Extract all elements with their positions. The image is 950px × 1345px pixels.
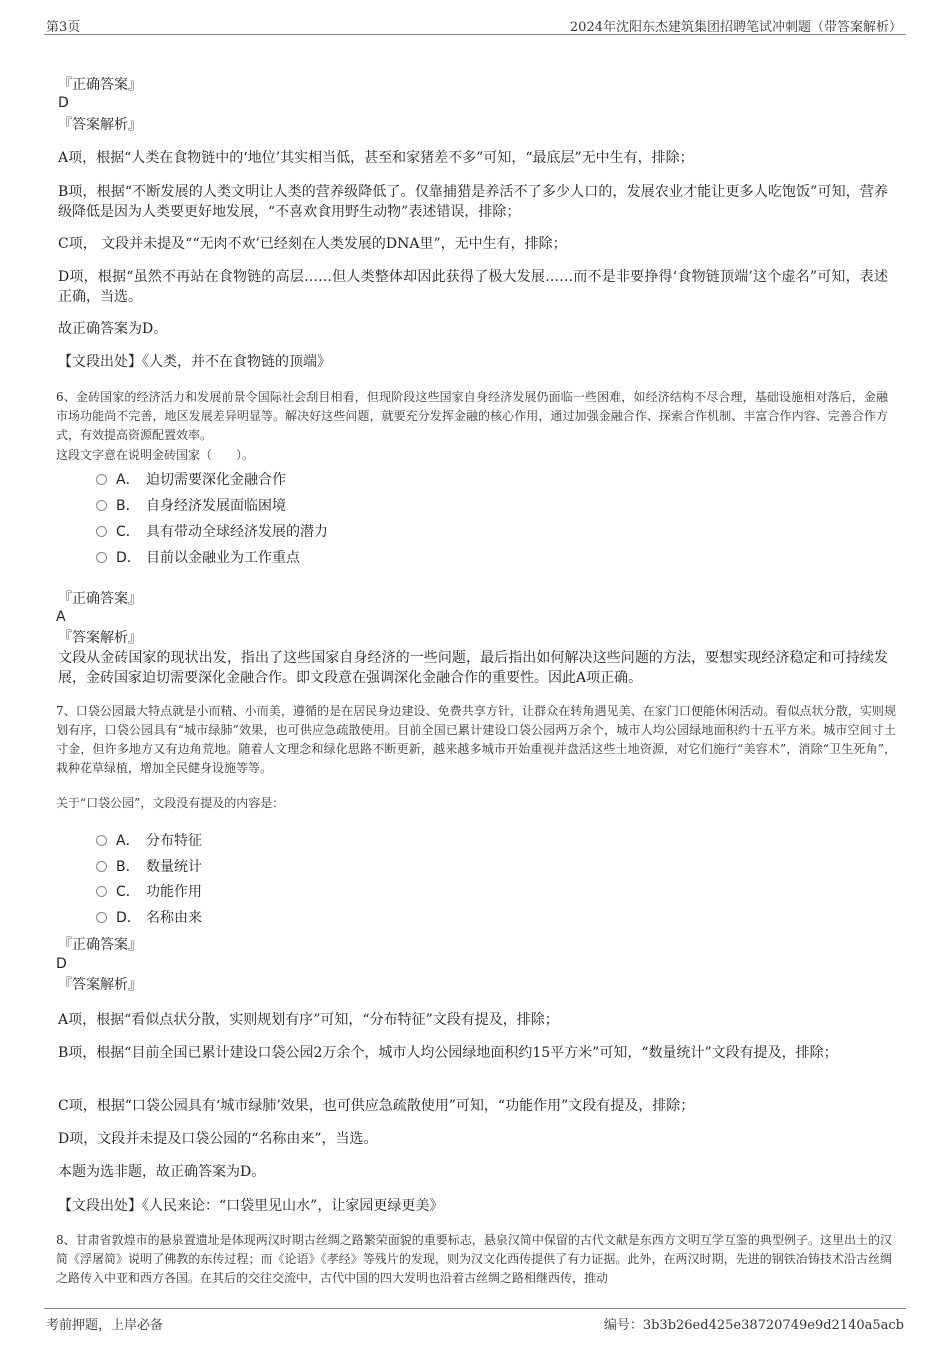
document-id: 编号：3b3b26ed425e38720749e9d2140a5acb (603, 1318, 904, 1333)
q6-option-d[interactable]: D． 目前以金融业为工作重点 (96, 548, 300, 568)
q7-analysis-a: A项，根据“看似点状分散，实则规划有序”可知，“分布特征”文段有提及，排除； (58, 1012, 559, 1028)
radio-icon[interactable] (96, 912, 107, 923)
q7-conclusion: 本题为选非题，故正确答案为D。 (58, 1164, 266, 1180)
q6-answer-label: 『正确答案』 (58, 591, 142, 607)
page-number: 第3页 (46, 20, 81, 35)
q7-option-c[interactable]: C． 功能作用 (96, 882, 202, 902)
q5-analysis-c: C项， 文段并未提及““无肉不欢’已经刻在人类发展的DNA里”，无中生有，排除； (58, 236, 567, 252)
radio-icon[interactable] (96, 886, 107, 897)
q5-analysis-b: B项，根据“不断发展的人类文明让人类的营养级降低了。仅靠捕猎是养活不了多少人口的，发展农业才能让更多人吃饱饭”可知，营养级降低是因为人类要更好地发展，“不喜欢食用野生动物”表述错误，排除； (58, 184, 888, 220)
radio-icon[interactable] (96, 500, 107, 511)
q6-option-a[interactable]: A． 迫切需要深化金融合作 (96, 470, 286, 490)
q7-source: 【文段出处】《人民来论：“口袋里见山水”，让家园更绿更美》 (58, 1198, 444, 1214)
q5-answer-label: 『正确答案』 (58, 77, 142, 93)
q7-analysis-label: 『答案解析』 (58, 977, 142, 993)
q6-option-c[interactable]: C． 具有带动全球经济发展的潜力 (96, 522, 328, 542)
q7-answer: D (56, 956, 67, 972)
q6-analysis-label: 『答案解析』 (58, 630, 142, 646)
q7-question: 关于“口袋公园”，文段没有提及的内容是： (56, 796, 285, 810)
q6-stem: 6、金砖国家的经济活力和发展前景令国际社会刮目相看，但现阶段这些国家自身经济发展仍面临一些困难，如经济结构不尽合理，基础设施相对落后，金融市场功能尚不完善，地区发展差异明显等。解决好这些问题，就要充分发挥金融的核心作用，通过加强金融合作、探索合作机制、丰富合作内容、完善合作方式，有效提高资源配置效率。 (56, 390, 888, 442)
q5-analysis-d: D项，根据“虽然不再站在食物链的高层……但人类整体却因此获得了极大发展……而不是非要挣得‘食物链顶端’这个虚名”可知，表述正确，当选。 (58, 269, 888, 305)
footer-slogan: 考前押题，上岸必备 (46, 1318, 164, 1333)
q7-option-a[interactable]: A． 分布特征 (96, 831, 202, 851)
q7-analysis-c: C项，根据“口袋公园具有‘城市绿肺’效果，也可供应急疏散使用”可知，“功能作用”文段有提及，排除； (58, 1098, 695, 1114)
q5-source: 【文段出处】《人类，并不在食物链的顶端》 (58, 354, 331, 370)
radio-icon[interactable] (96, 474, 107, 485)
page-footer (44, 1308, 906, 1331)
q6-answer: A (56, 609, 66, 625)
page-header (44, 14, 906, 35)
radio-icon[interactable] (96, 861, 107, 872)
q5-answer: D (58, 95, 69, 111)
radio-icon[interactable] (96, 835, 107, 846)
q7-analysis-d: D项，文段并未提及口袋公园的“名称由来”，当选。 (58, 1131, 378, 1147)
q7-option-b[interactable]: B． 数量统计 (96, 857, 202, 877)
q7-stem: 7、口袋公园最大特点就是小而精、小而美，遵循的是在居民身边建设、免费共享方针，让群众在转角遇见美、在家门口便能休闲活动。看似点状分散，实则规划有序，口袋公园具有“城市绿肺”效果，也可供应急疏散使用。目前全国已累计建设口袋公园两万余个，城市人均公园绿地面积约十五平方米。城市空间寸土寸金，但许多地方又有边角荒地。随着人文理念和绿化思路不断更新，越来越多城市开始重视并盘活这些土地资源，对它们施行“美容术”，消除“卫生死角”，栽种花草绿植，增加全民健身设施等等。 (56, 704, 896, 775)
q5-analysis-a: A项，根据“人类在食物链中的‘地位’其实相当低，甚至和家猪差不多”可知，“最底层”无中生有，排除； (58, 150, 694, 166)
q7-option-d[interactable]: D． 名称由来 (96, 908, 202, 928)
q7-analysis-b: B项，根据“目前全国已累计建设口袋公园2万余个，城市人均公园绿地面积约15平方米”可知，“数量统计”文段有提及，排除； (58, 1045, 838, 1061)
q6-option-b[interactable]: B． 自身经济发展面临困境 (96, 496, 286, 516)
q7-answer-label: 『正确答案』 (58, 937, 142, 953)
radio-icon[interactable] (96, 526, 107, 537)
q6-question: 这段文字意在说明金砖国家（ ）。 (56, 448, 255, 462)
q5-conclusion: 故正确答案为D。 (58, 321, 168, 337)
document-title: 2024年沈阳东杰建筑集团招聘笔试冲刺题（带答案解析） (569, 20, 902, 35)
radio-icon[interactable] (96, 552, 107, 563)
q5-analysis-label: 『答案解析』 (58, 117, 142, 133)
q6-analysis: 文段从金砖国家的现状出发，指出了这些国家自身经济的一些问题，最后指出如何解决这些问题的方法，要想实现经济稳定和可持续发展，金砖国家迫切需要深化金融合作。即文段意在强调深化金融合作的重要性。因此A项正确。 (58, 650, 888, 686)
q8-stem: 8、甘肃省敦煌市的悬泉置遗址是体现两汉时期古丝绸之路繁荣面貌的重要标志，悬泉汉简中保留的古代文献是东西方文明互学互鉴的典型例子。这里出土的汉简《浮屠简》说明了佛教的东传过程；而《论语》《孝经》等残片的发现，则为汉文化西传提供了有力证据。此外，在两汉时期，先进的钢铁冶铸技术沿古丝绸之路传入中亚和西方各国。在其后的交往交流中，古代中国的四大发明也沿着古丝绸之路相继西传，推动 (56, 1233, 892, 1285)
